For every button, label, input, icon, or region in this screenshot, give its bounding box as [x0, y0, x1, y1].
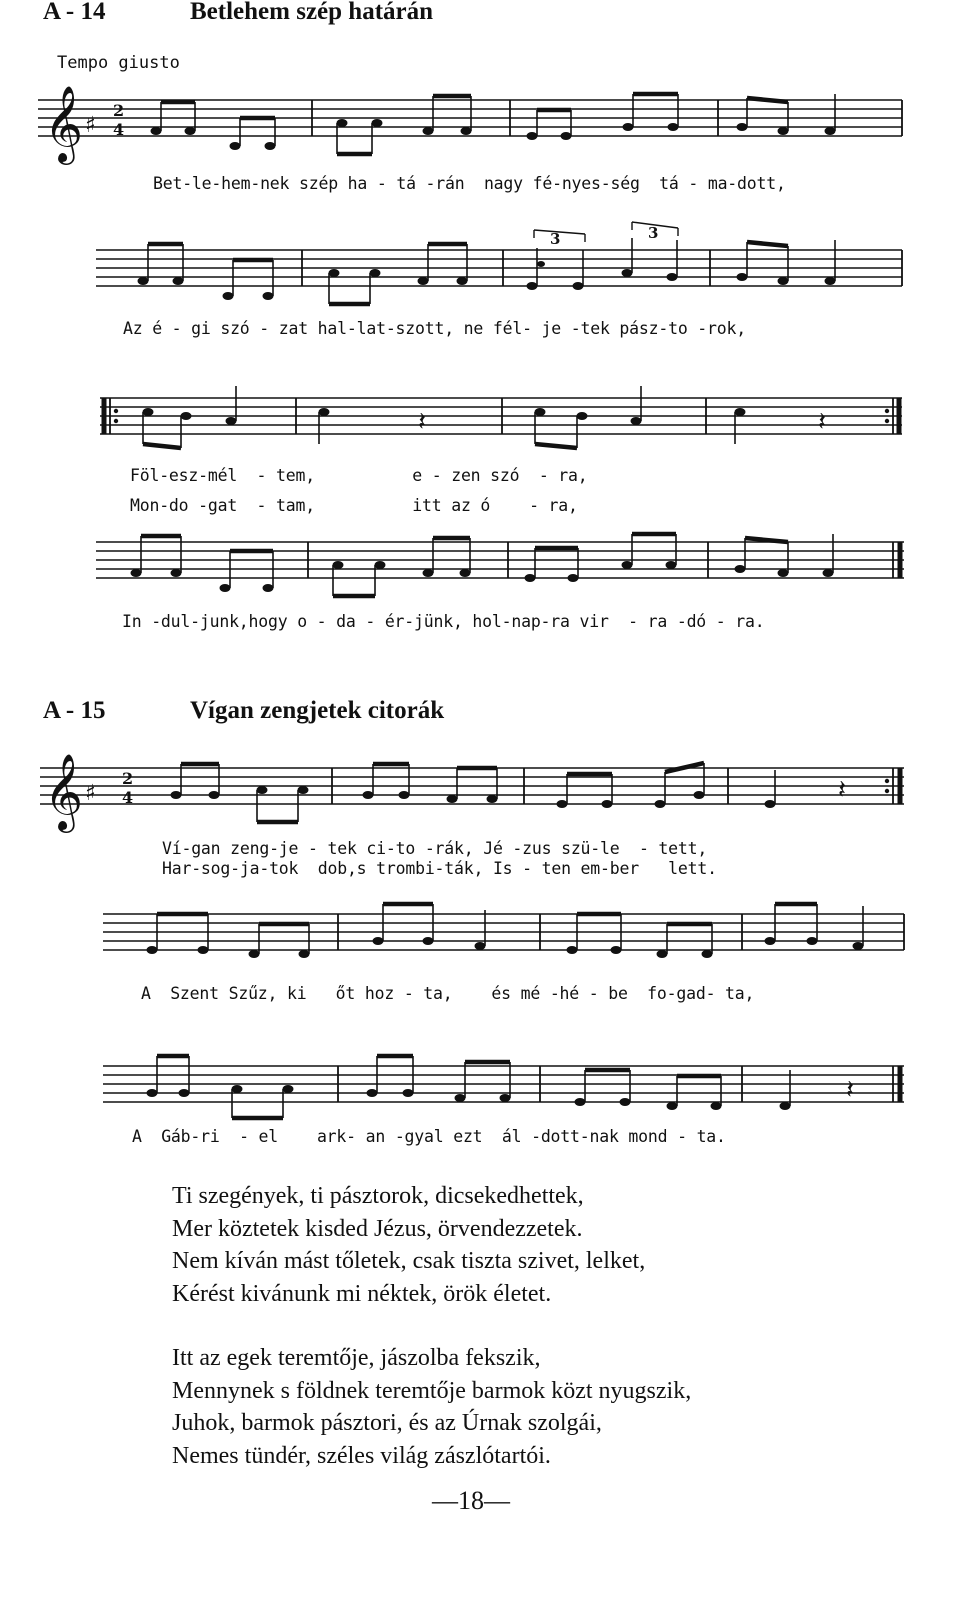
music-staff: [0, 220, 960, 310]
time-signature-top: 2: [122, 769, 134, 788]
lyric-line: Föl-esz-mél - tem, e - zen szó - ra,: [130, 466, 588, 485]
rest-icon: 𝄽: [838, 775, 846, 805]
verse-line: Mennynek s földnek teremtője barmok közt nyugszik,: [172, 1377, 692, 1404]
verse-line: Itt az egek teremtője, jászolba fekszik,: [172, 1345, 541, 1371]
rest-icon: 𝄽: [818, 407, 826, 437]
music-staff: [0, 896, 960, 986]
time-signature-bottom: 4: [113, 120, 125, 139]
sharp-icon: ♯: [85, 113, 96, 138]
verse-line: Juhok, barmok pásztori, és az Úrnak szolgái,: [172, 1410, 602, 1436]
rest-icon: 𝄽: [418, 407, 426, 437]
notes: [151, 94, 836, 154]
lyric-line: Bet-le-hem-nek szép ha - tá -rán nagy fé-nyes-ség tá - ma-dott,: [153, 174, 786, 193]
verse-block: [172, 1180, 645, 1310]
treble-clef-icon: 𝄞: [44, 85, 84, 162]
lyric-line: A Szent Szűz, ki őt hoz - ta, és mé -hé - be fo-gad- ta,: [141, 984, 755, 1003]
notes: [138, 238, 836, 304]
music-staff: [0, 80, 960, 170]
time-signature-bottom: 4: [122, 788, 134, 807]
song-id: A - 15: [43, 697, 106, 724]
tuplet-number: 3: [648, 224, 659, 242]
song-title: Betlehem szép határán: [190, 0, 434, 25]
music-staff: [0, 1040, 960, 1130]
tempo-marking: Tempo giusto: [57, 53, 180, 73]
lyric-line: Az é - gi szó - zat hal-lat-szott, ne fél- je -tek pász-to -rok,: [123, 319, 746, 338]
lyric-line: Ví-gan zeng-je - tek ci-to -rák, Jé -zus szü-le - tett,: [162, 839, 708, 858]
notes: [131, 534, 834, 596]
verse-line: Mer köztetek kisded Jézus, örvendezzetek.: [172, 1215, 583, 1242]
lyric-line: Mon-do -gat - tam, itt az ó - ra,: [130, 496, 578, 515]
staff-lines: [103, 914, 904, 950]
lyric-line: In -dul-junk,hogy o - da - ér-jünk, hol-nap-ra vir - ra -dó - ra.: [122, 612, 765, 631]
lyric-line: Har-sog-ja-tok dob,s trombi-ták, Is - ten em-ber lett.: [162, 859, 717, 878]
notes: [143, 386, 826, 448]
treble-clef-icon: 𝄞: [44, 753, 84, 830]
song-id: A - 14: [43, 0, 106, 25]
tuplet-number: 3: [550, 230, 561, 248]
verse-line: Ti szegények, ti pásztorok, dicsekedhettek,: [172, 1183, 584, 1209]
tuplet-brackets: [534, 222, 678, 248]
notes: [171, 763, 846, 822]
time-signature-top: 2: [113, 101, 125, 120]
music-staff: [0, 524, 960, 604]
music-staff: [0, 380, 960, 460]
rest-icon: 𝄽: [846, 1075, 854, 1105]
page-number: —18—: [432, 1486, 510, 1515]
lyric-line: A Gáb-ri - el ark- an -gyal ezt ál -dott-nak mond - ta.: [132, 1127, 726, 1146]
verse-line: Kérést kivánunk mi néktek, örök életet.: [172, 1280, 552, 1307]
verse-line: Nem kíván mást tőletek, csak tiszta szivet, lelket,: [172, 1248, 646, 1274]
verse-line: Nemes tündér, széles világ zászlótartói.: [172, 1442, 551, 1469]
staff-lines: [100, 398, 902, 434]
song-title: Vígan zengjetek citorák: [190, 697, 445, 724]
sharp-icon: ♯: [85, 781, 96, 806]
verse-block: [172, 1342, 691, 1472]
music-staff: [0, 748, 960, 838]
